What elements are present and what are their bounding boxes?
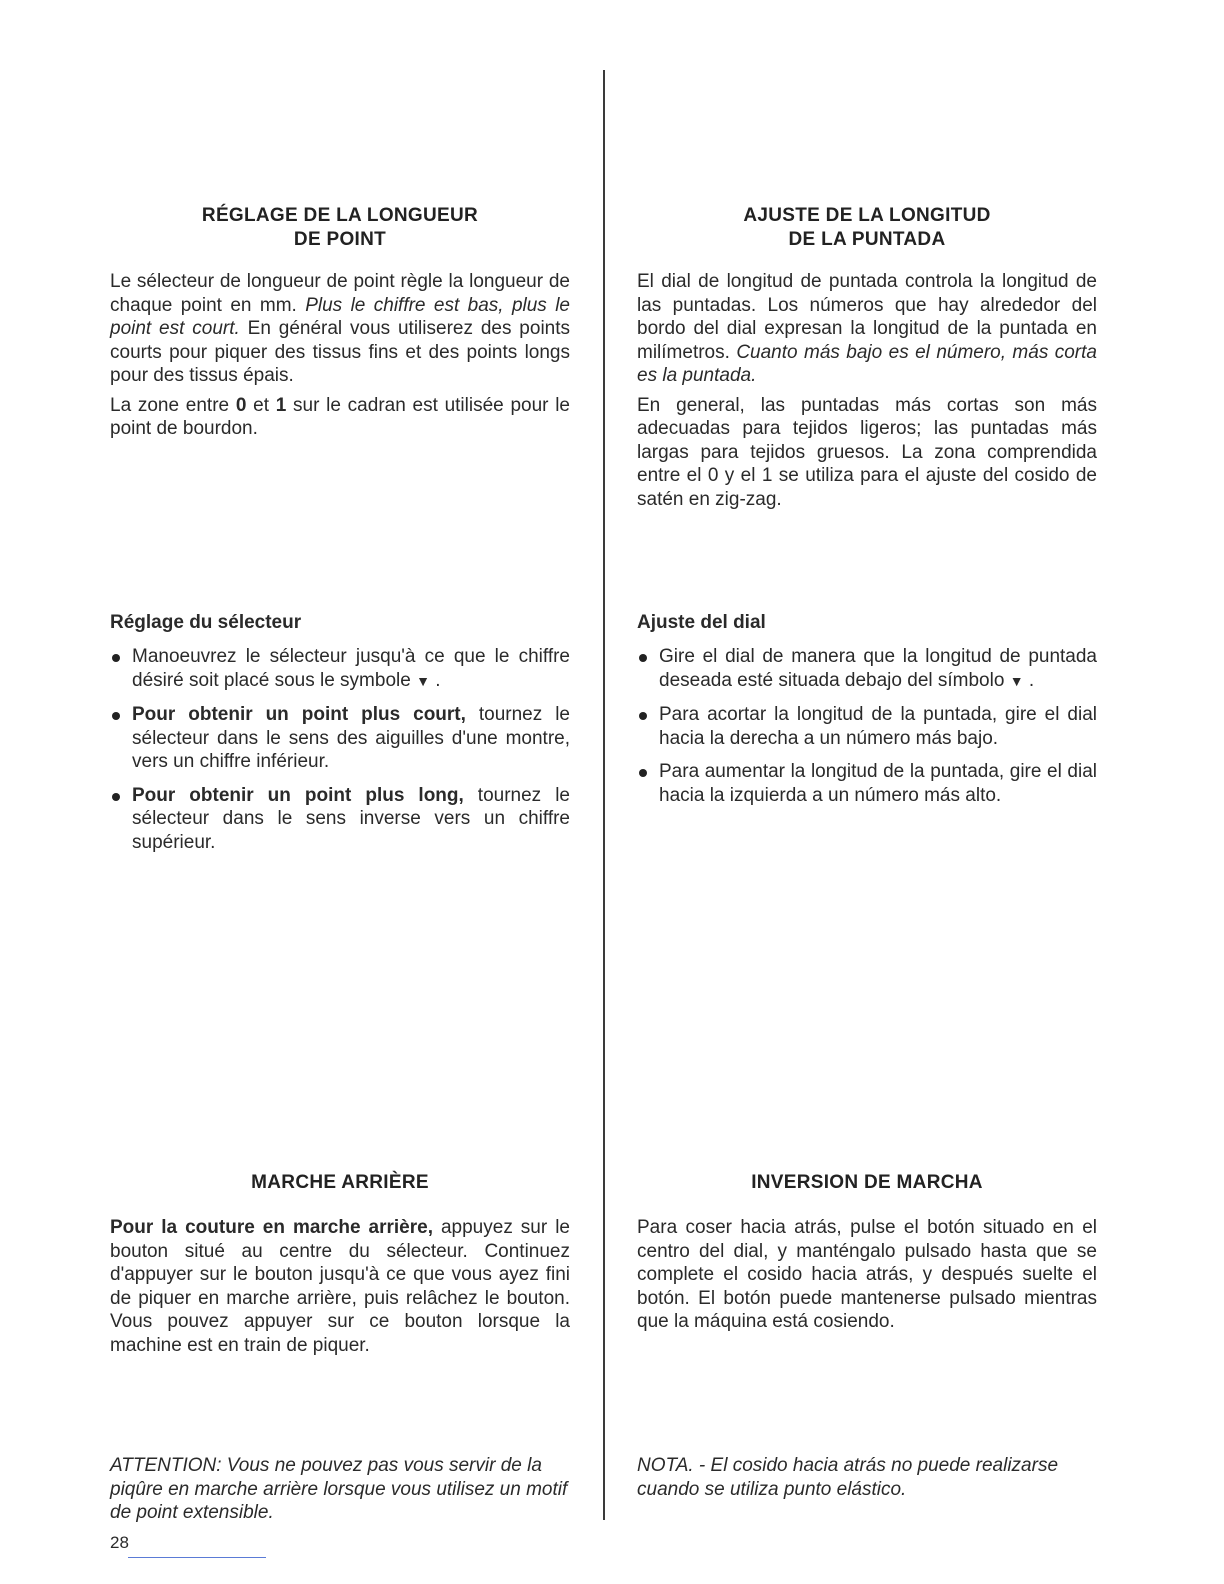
list-item: Pour obtenir un point plus court, tournez le sélecteur dans le sens des aiguilles d'une montre, vers un chiffre inférieur. — [110, 703, 570, 774]
es-general-paragraph: En general, las puntadas más cortas son más adecuadas para tejidos ligeros; las puntadas más largas para tejidos gruesos. La zona comprendida entre el 0 y el 1 se utiliza para el ajuste del cosido de satén en zig-zag. — [637, 394, 1097, 510]
es-intro-paragraph: El dial de longitud de puntada controla la longitud de las puntadas. Los números que hay alrededor del bordo del dial expresan la longitud de la puntada en milímetros. Cuanto más bajo es el número, más corta es la puntada. — [637, 271, 1097, 386]
fr-selector-section — [110, 611, 570, 864]
es-nota-note: NOTA. - El cosido hacia atrás no puede realizarse cuando se utiliza punto elástico. — [637, 1455, 1059, 1500]
list-item: Para acortar la longitud de la puntada, gire el dial hacia la derecha a un número más bajo. — [637, 703, 1097, 750]
fr-heading-line2: DE POINT — [293, 229, 387, 250]
page-number: 28 — [110, 1533, 129, 1552]
down-triangle-icon: ▼ — [416, 672, 430, 689]
es-heading — [637, 204, 1097, 252]
es-dial-section — [637, 611, 1097, 817]
fr-intro-section — [110, 270, 570, 447]
fr-bullet-list — [110, 645, 570, 854]
fr-intro-paragraph: Le sélecteur de longueur de point règle la longueur de chaque point en mm. Plus le chiffre est bas, plus le point est court. En général vous utiliserez des points courts pour piquer des tissus fins et des points longs pour des tissus épais. — [110, 271, 571, 386]
list-item: Para aumentar la longitud de la puntada, gire el dial hacia la izquierda a un número más alto. — [637, 760, 1097, 807]
es-bullet-list — [637, 645, 1097, 807]
column-divider — [603, 70, 605, 1520]
es-intro-section — [637, 270, 1097, 517]
fr-reverse-section — [110, 1216, 570, 1363]
fr-zone-paragraph: La zone entre 0 et 1 sur le cadran est utilisée pour le point de bourdon. — [110, 394, 570, 439]
list-item: Manoeuvrez le sélecteur jusqu'à ce que le chiffre désiré soit placé sous le symbole ▼ . — [110, 645, 570, 693]
fr-attention-note: ATTENTION: Vous ne pouvez pas vous servir de la piqûre en marche arrière lorsque vous utilisez un motif de point extensible. — [110, 1455, 568, 1523]
es-heading-line1: AJUSTE DE LA LONGITUD — [743, 205, 991, 226]
es-reverse-heading: INVERSION DE MARCHA — [751, 1172, 983, 1193]
es-sub-heading: Ajuste del dial — [637, 612, 766, 633]
list-item: Gire el dial de manera que la longitud de puntada deseada esté situada debajo del símbolo ▼ . — [637, 645, 1097, 693]
es-reverse-paragraph: Para coser hacia atrás, pulse el botón situado en el centro del dial, y manténgalo pulsado hasta que se complete el cosido hacia atrás, y después suelte el botón. El botón puede mantenerse pulsado mientras que la máquina está cosiendo. — [637, 1217, 1097, 1332]
list-item: Pour obtenir un point plus long, tournez le sélecteur dans le sens inverse vers un chiffre supérieur. — [110, 784, 570, 855]
down-triangle-icon: ▼ — [1009, 672, 1024, 689]
fr-heading — [110, 204, 570, 252]
page-footer-rule — [128, 1557, 266, 1558]
es-heading-line2: DE LA PUNTADA — [788, 229, 946, 250]
es-reverse-section — [637, 1216, 1097, 1340]
fr-reverse-heading: MARCHE ARRIÈRE — [251, 1172, 429, 1193]
fr-sub-heading: Réglage du sélecteur — [110, 612, 302, 633]
fr-reverse-paragraph: Pour la couture en marche arrière, appuyez sur le bouton situé au centre du sélecteur. Continuez d'appuyer sur le bouton jusqu'à ce que vous ayez fini de piquer en marche arrière, puis relâchez le bouton. Vous pouvez appuyer sur ce bouton lorsque la machine est en train de piquer. — [110, 1217, 570, 1356]
fr-heading-line1: RÉGLAGE DE LA LONGUEUR — [201, 205, 479, 226]
